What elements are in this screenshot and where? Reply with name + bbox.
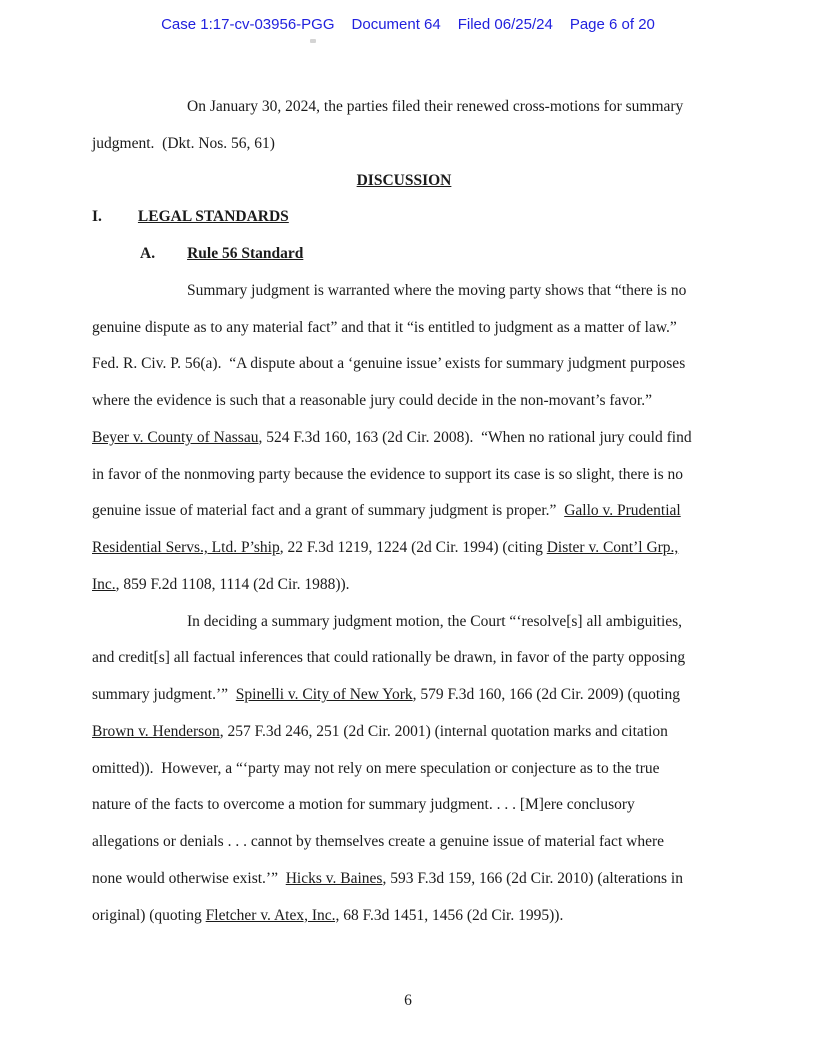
text-run: judgment. (Dkt. Nos. 56, 61): [92, 134, 275, 152]
case-caption-header: [0, 15, 816, 34]
case-caption-segment-3: Page 6 of 20: [569, 16, 655, 33]
text-run: , 524 F.3d 160, 163 (2d Cir. 2008). “When no rational jury could find: [258, 428, 692, 446]
paragraph-line: [92, 787, 716, 824]
discussion-heading: [92, 163, 716, 200]
case-citation: Rule 56 Standard: [187, 245, 304, 262]
text-run: , 593 F.3d 159, 166 (2d Cir. 2010) (alterations in: [382, 869, 683, 887]
section-heading-legal-standards: [92, 199, 716, 236]
case-caption-segment-0: Case 1:17-cv-03956-PGG: [161, 16, 335, 33]
text-run: 68 F.3d 1451, 1456 (2d Cir. 1995)).: [339, 906, 564, 924]
text-run: where the evidence is such that a reasonable jury could decide in the non-movant’s favor.”: [92, 392, 652, 409]
paragraph-line: [92, 604, 716, 641]
text-run: In deciding a summary judgment motion, the Court “‘resolve[s] all ambiguities,: [187, 612, 683, 630]
text-run: Summary judgment is warranted where the moving party shows that “there is no: [187, 281, 687, 299]
text-run: none would otherwise exist.’”: [92, 869, 286, 887]
case-citation: Residential Servs., Ltd. P’ship: [92, 539, 280, 556]
text-run: allegations or denials . . . cannot by themselves create a genuine issue of material fact where: [92, 833, 664, 850]
text-run: in favor of the nonmoving party because the evidence to support its case is so slight, there is no: [92, 465, 684, 483]
case-caption-segment-1: Document 64: [351, 16, 441, 33]
page-number: 6: [404, 992, 412, 1009]
paragraph-line: [92, 346, 716, 383]
paragraph-line: [92, 89, 716, 126]
case-citation: Fletcher v. Atex, Inc.,: [205, 906, 340, 924]
scan-artifact-mark: [310, 39, 316, 43]
text-run: and credit[s] all factual inferences that could rationally be drawn, in favor of the party opposing: [92, 649, 686, 667]
text-run: A.: [140, 245, 156, 262]
paragraph-line: [92, 567, 716, 604]
subsection-heading-rule-56: [92, 236, 716, 273]
text-run: On January 30, 2024, the parties filed their renewed cross-motions for summary: [187, 98, 684, 115]
case-citation: Dister v. Cont’l Grp.,: [546, 539, 679, 556]
text-run: genuine dispute as to any material fact” and that it “is entitled to judgment as a matter of law.”: [92, 318, 677, 336]
text-run: Fed. R. Civ. P. 56(a). “A dispute about a ‘genuine issue’ exists for summary judgment purposes: [92, 355, 686, 373]
paragraph-line: [92, 861, 716, 898]
case-citation: Gallo v. Prudential: [564, 502, 681, 520]
case-citation: Brown v. Henderson: [92, 722, 220, 740]
case-citation: Spinelli v. City of New York: [235, 686, 413, 703]
text-run: original) (quoting: [92, 906, 206, 924]
text-run: I.: [92, 208, 102, 226]
paragraph-line: [92, 493, 716, 530]
paragraph-line: [92, 126, 716, 163]
text-run: summary judgment.’”: [92, 686, 236, 703]
paragraph-line: [92, 273, 716, 310]
paragraph-line: [92, 310, 716, 347]
paragraph-line: [92, 714, 716, 751]
text-run: , 257 F.3d 246, 251 (2d Cir. 2001) (internal quotation marks and citation: [219, 722, 668, 740]
case-caption-segment-2: Filed 06/25/24: [457, 16, 553, 33]
indent-spacer: [155, 257, 187, 258]
case-citation: Inc.: [92, 575, 116, 593]
text-run: , 579 F.3d 160, 166 (2d Cir. 2009) (quoting: [412, 686, 681, 703]
text-run: nature of the facts to overcome a motion for summary judgment. . . . [M]ere conclusory: [92, 796, 635, 814]
paragraph-line: [92, 824, 716, 861]
document-body: [92, 89, 716, 934]
paragraph-line: [92, 751, 716, 788]
indent-spacer: [92, 625, 187, 626]
text-run: , 22 F.3d 1219, 1224 (2d Cir. 1994) (citing: [279, 539, 547, 556]
paragraph-line: [92, 530, 716, 567]
indent-spacer: [92, 110, 187, 111]
text-run: genuine issue of material fact and a grant of summary judgment is proper.”: [92, 502, 565, 520]
indent-spacer: [102, 220, 138, 221]
indent-spacer: [92, 294, 187, 295]
paragraph-line: [92, 677, 716, 714]
paragraph-line: [92, 420, 716, 457]
paragraph-line: [92, 898, 716, 935]
text-run: , 859 F.2d 1108, 1114 (2d Cir. 1988)).: [115, 575, 350, 593]
text-run: omitted)). However, a “‘party may not rely on mere speculation or conjecture as to the true: [92, 759, 660, 777]
case-citation: Hicks v. Baines: [285, 869, 383, 887]
case-citation: Beyer v. County of Nassau: [92, 428, 259, 446]
paragraph-line: [92, 383, 716, 420]
paragraph-line: [92, 457, 716, 494]
case-citation: LEGAL STANDARDS: [137, 208, 289, 226]
paragraph-line: [92, 640, 716, 677]
case-citation: DISCUSSION: [356, 171, 452, 189]
